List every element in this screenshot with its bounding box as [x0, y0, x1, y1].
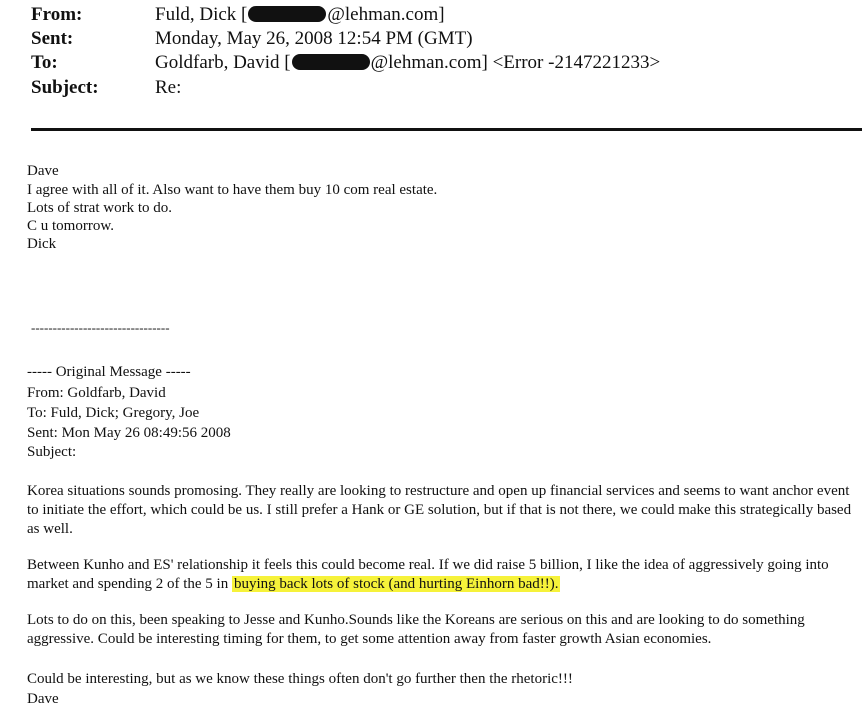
original-paragraph-3: Lots to do on this, been speaking to Jesse and Kunho.Sounds like the Koreans are serious on this and are looking to do something aggressive. Could be interesting timing for them, to get some attention away from faster growth Asian economies. [27, 612, 805, 647]
sent-label: Sent: [31, 28, 74, 49]
original-from: From: Goldfarb, David [27, 385, 166, 401]
original-subject: Subject: [27, 444, 77, 460]
paragraph-2-text: Between Kunho and ES' relationship it feels this could become real. If we did raise 5 billion, I like the idea of aggressively going into market and spending 2 of the 5 in [27, 557, 829, 592]
original-to: To: Fuld, Dick; Gregory, Joe [27, 405, 200, 421]
original-heading: ----- Original Message ----- [27, 364, 191, 380]
from-domain: @lehman.com] [327, 4, 445, 25]
to-value [155, 52, 660, 74]
original-signoff: Dave [27, 691, 59, 707]
reply-line: I agree with all of it. Also want to have them buy 10 com real estate. [27, 182, 438, 198]
sent-value: Monday, May 26, 2008 12:54 PM (GMT) [155, 28, 473, 49]
to-domain: @lehman.com] <Error -2147221233> [370, 52, 661, 73]
original-paragraph-4: Could be interesting, but as we know these things often don't go further then the rhetoric!!! [27, 671, 573, 687]
from-label: From: [31, 4, 83, 25]
header-divider [31, 128, 862, 131]
original-sent: Sent: Mon May 26 08:49:56 2008 [27, 425, 231, 441]
separator-line: -------------------------------- [31, 320, 170, 335]
reply-line: Lots of strat work to do. [27, 200, 172, 216]
redaction-mark [248, 6, 326, 22]
from-name: Fuld, Dick [ [155, 4, 248, 25]
to-name: Goldfarb, David [ [155, 52, 291, 73]
reply-line: Dave [27, 163, 59, 179]
original-paragraph-1: Korea situations sounds promosing. They really are looking to restructure and open up financial services and seems to want anchor event to initiate the effort, which could be us. I still prefer a Hank or GE solution, but if that is not there, we could make this strategically based as well. [27, 483, 852, 537]
original-paragraph-2 [27, 556, 857, 594]
from-value [155, 4, 445, 26]
subject-label: Subject: [31, 77, 99, 98]
to-label: To: [31, 52, 58, 73]
redaction-mark [292, 54, 370, 70]
reply-line: Dick [27, 236, 57, 252]
subject-value: Re: [155, 77, 182, 98]
reply-line: C u tomorrow. [27, 218, 114, 234]
highlighted-text: buying back lots of stock (and hurting Einhorn bad!!). [233, 576, 559, 592]
